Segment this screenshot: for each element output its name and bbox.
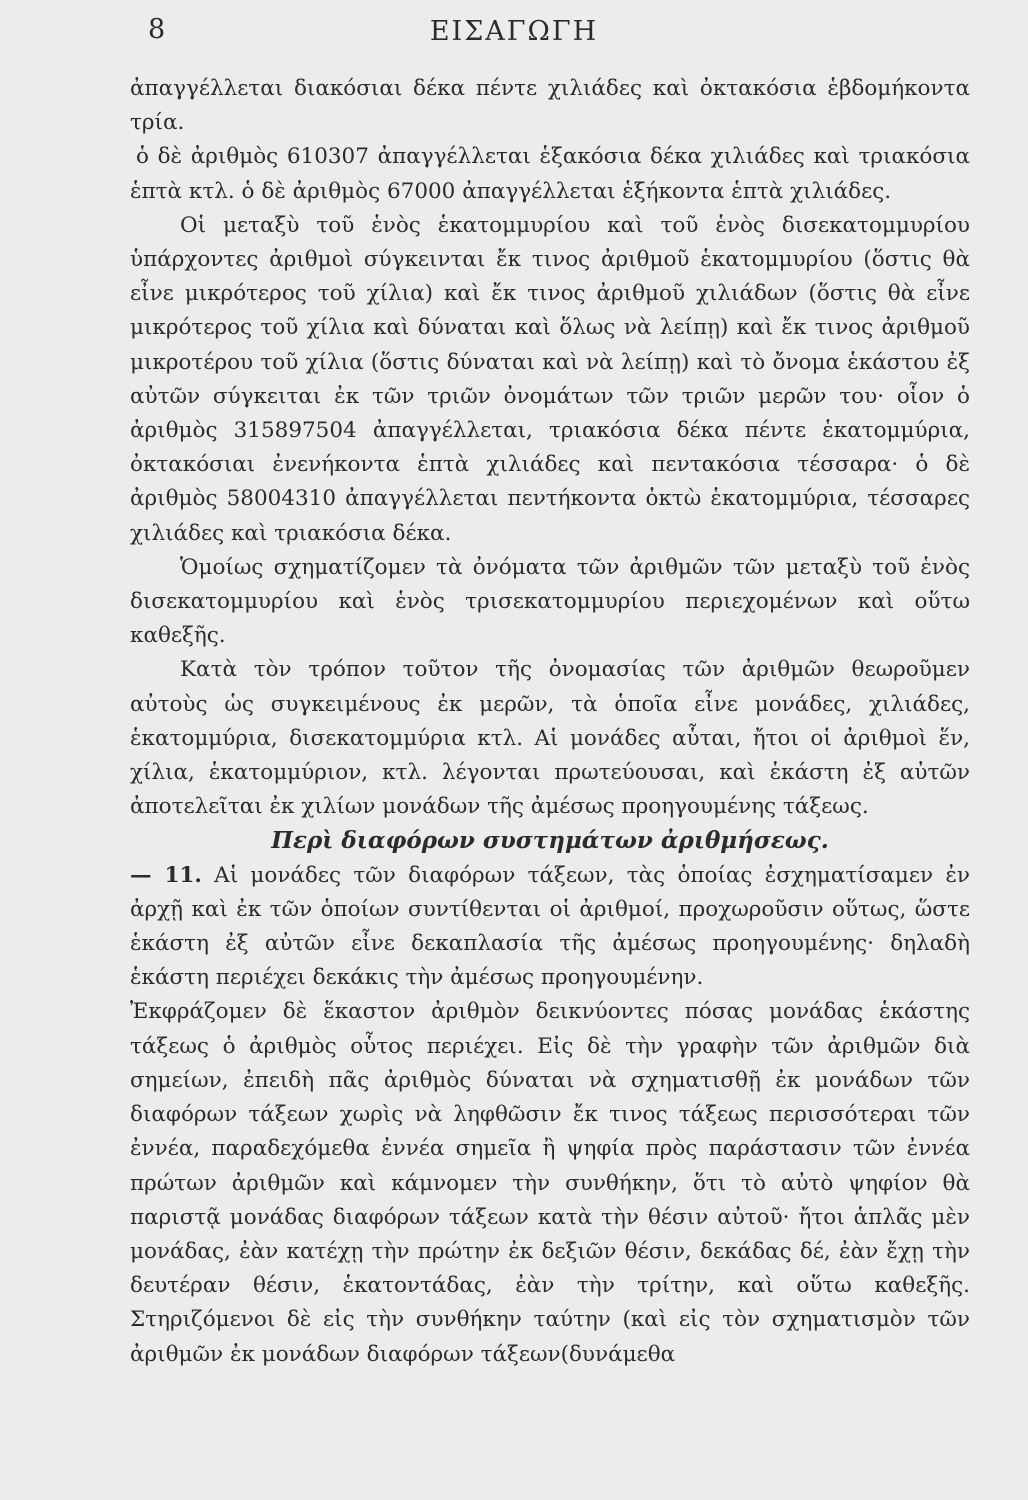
paragraph bbox=[130, 859, 970, 996]
body-text bbox=[130, 72, 970, 1372]
paragraph: Ἐκφράζομεν δὲ ἕκαστον ἀριθμὸν δεικνύοντες πόσας μονάδας ἑκάστης τάξεως ὁ ἀριθμὸς οὗτος περιέχει. Εἰς δὲ τὴν γραφὴν τῶν ἀριθμῶν διὰ σημείων, ἐπειδὴ πᾶς ἀριθμὸς δύναται νὰ σχηματισθῇ ἐκ μονάδων τῶν διαφόρων τάξεων χωρὶς νὰ ληφθῶσιν ἔκ τινος τάξεως περισσότεραι τῶν ἐννέα, παραδεχόμεθα ἐννέα σημεῖα ἢ ψηφία πρὸς παράστασιν τῶν ἐννέα πρώτων ἀριθμῶν καὶ κάμνομεν τὴν συνθήκην, ὅτι τὸ αὐτὸ ψηφίον θὰ παριστᾷ μονάδας διαφόρων τάξεων κατὰ τὴν θέσιν αὐτοῦ· ἤτοι ἁπλᾶς μὲν μονάδας, ἐὰν κατέχῃ τὴν πρώτην ἐκ δεξιῶν θέσιν, δεκάδας δέ, ἐὰν ἔχῃ τὴν δευτέραν θέσιν, ἑκατοντάδας, ἐὰν τὴν τρίτην, καὶ οὕτω καθεξῆς. Στηριζόμενοι δὲ εἰς τὴν συνθήκην ταύτην (καὶ εἰς τὸν σχηματισμὸν τῶν ἀριθμῶν ἐκ μονάδων διαφόρων τάξεων(δυνάμεθα bbox=[130, 999, 970, 1367]
paragraph: Κατὰ τὸν τρόπον τοῦτον τῆς ὀνομασίας τῶν ἀριθμῶν θεωροῦμεν αὐτοὺς ὡς συγκειμένους ἐκ μερῶν, τὰ ὁποῖα εἶνε μονάδες, χιλιάδες, ἑκατομμύρια, δισεκατομμύρια κτλ. Αἱ μονάδες αὗται, ἤτοι οἱ ἀριθμοὶ ἕν, χίλια, ἑκατομμύριον, κτλ. λέγονται πρωτεύουσαι, καὶ ἑκάστη ἐξ αὐτῶν ἀποτελεῖται ἐκ χιλίων μονάδων τῆς ἀμέσως προηγουμένης τάξεως. bbox=[130, 657, 970, 820]
paragraph: Οἱ μεταξὺ τοῦ ἑνὸς ἑκατομμυρίου καὶ τοῦ ἑνὸς δισεκατομμυρίου ὑπάρχοντες ἀριθμοὶ σύγκεινται ἔκ τινος ἀριθμοῦ ἑκατομμυρίου (ὅστις θὰ εἶνε μικρότερος τοῦ χίλια) καὶ ἔκ τινος ἀριθμοῦ χιλιάδων (ὅστις θὰ εἶνε μικρότερος τοῦ χίλια καὶ δύναται καὶ ὅλως νὰ λείπῃ) καὶ ἔκ τινος ἀριθμοῦ μικροτέρου τοῦ χίλια (ὅστις δύναται καὶ νὰ λείπῃ) καὶ τὸ ὄνομα ἑκάστου ἐξ αὐτῶν σύγκειται ἐκ τῶν τριῶν ὀνομάτων τῶν τριῶν μερῶν του· οἷον ὁ ἀριθμὸς 315897504 ἀπαγγέλλεται, τριακόσια δέκα πέντε ἑκατομμύρια, ὀκτακόσιαι ἐνενήκοντα ἑπτὰ χιλιάδες καὶ πεντακόσια τέσσαρα· ὁ δὲ ἀριθμὸς 58004310 ἀπαγγέλλεται πεντήκοντα ὀκτὼ ἑκατομμύρια, τέσσαρες χιλιάδες καὶ τριακόσια δέκα. bbox=[130, 212, 970, 546]
paragraph: ἀπαγγέλλεται διακόσιαι δέκα πέντε χιλιάδες καὶ ὀκτακόσια ἑβδομήκοντα τρία. bbox=[130, 76, 970, 136]
section-number: — 11. bbox=[130, 862, 202, 888]
paragraph: Ὁμοίως σχηματίζομεν τὰ ὀνόματα τῶν ἀριθμῶν τῶν μεταξὺ τοῦ ἑνὸς δισεκατομμυρίου καὶ ἑνὸς τρισεκατομμυρίου περιεχομένων καὶ οὕτω καθεξῆς. bbox=[130, 554, 970, 649]
page-number: 8 bbox=[148, 14, 166, 45]
running-head: ΕΙΣΑΓΩΓΗ bbox=[429, 16, 599, 47]
section-heading: Περὶ διαφόρων συστημάτων ἀριθμήσεως. bbox=[271, 827, 829, 855]
paragraph-text: Αἱ μονάδες τῶν διαφόρων τάξεων, τὰς ὁποίας ἐσχηματίσαμεν ἐν ἀρχῇ καὶ ἐκ τῶν ὁποίων συντίθενται οἱ ἀριθμοί, προχωροῦσιν οὕτως, ὥστε ἑκάστη ἐξ αὐτῶν εἶνε δεκαπλασία τῆς ἀμέσως προηγουμένης· δηλαδὴ ἑκάστη περιέχει δεκάκις τὴν ἀμέσως προηγουμένην. bbox=[130, 862, 971, 991]
paragraph: ὁ δὲ ἀριθμὸς 610307 ἀπαγγέλλεται ἑξακόσια δέκα χιλιάδες καὶ τριακόσια ἑπτὰ κτλ. ὁ δὲ ἀριθμὸς 67000 ἀπαγγέλλεται ἑξήκοντα ἑπτὰ χιλιάδες. bbox=[130, 144, 970, 204]
